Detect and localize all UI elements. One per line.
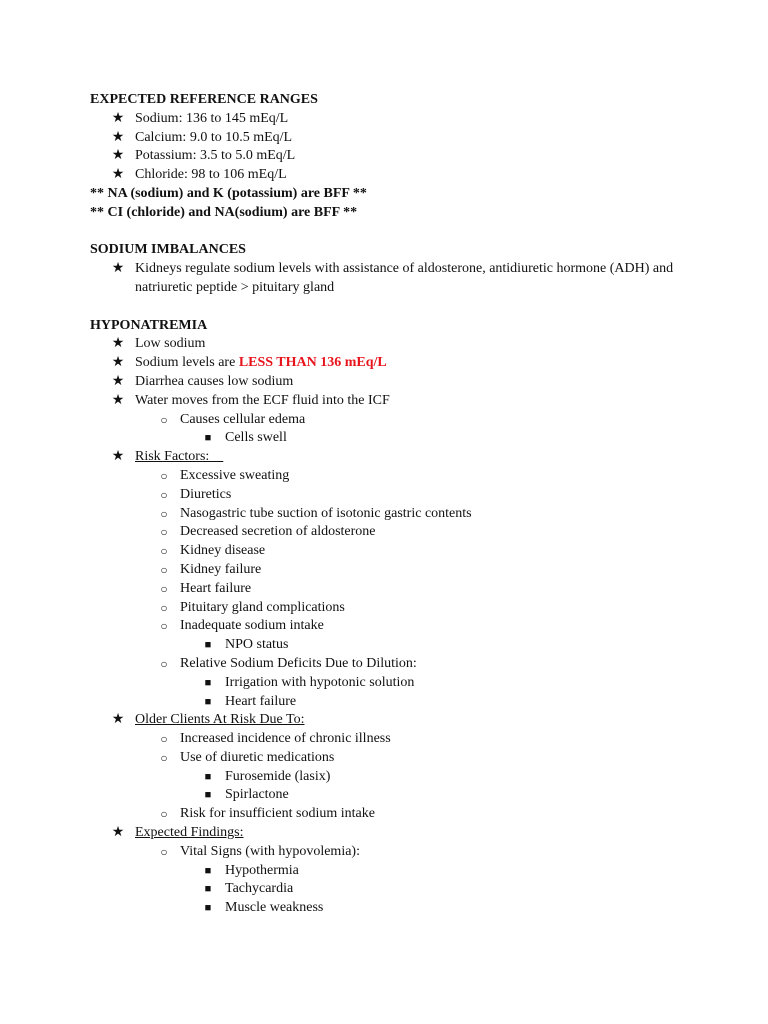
list-item [90, 335, 730, 354]
list-item-text: Calcium: 9.0 to 10.5 mEq/L [135, 129, 293, 145]
list-item [90, 147, 730, 166]
square-bullet-icon: ■ [204, 864, 212, 877]
circle-bullet-icon: ○ [160, 468, 168, 483]
list-item [90, 711, 730, 730]
bff-note: ** CI (chloride) and NA(sodium) are BFF ** [90, 204, 358, 220]
list-item [90, 411, 730, 430]
circle-bullet-icon: ○ [160, 656, 168, 671]
list-item [90, 505, 730, 524]
list-item [90, 862, 730, 881]
list-item [90, 580, 730, 599]
list-item-text: Vital Signs (with hypovolemia): [180, 843, 360, 859]
list-item-text: Furosemide (lasix) [225, 768, 331, 784]
list-item [90, 392, 730, 411]
ref-ranges-heading: EXPECTED REFERENCE RANGES [90, 92, 318, 107]
list-item-text: Relative Sodium Deficits Due to Dilution: [180, 655, 417, 671]
list-item [90, 617, 730, 636]
circle-bullet-icon: ○ [160, 581, 168, 596]
list-item-text: Diarrhea causes low sodium [135, 373, 294, 389]
star-bullet-icon: ★ [111, 129, 125, 145]
square-bullet-icon: ■ [204, 432, 212, 445]
list-item [90, 110, 730, 129]
circle-bullet-icon: ○ [160, 732, 168, 747]
bff-note: ** NA (sodium) and K (potassium) are BFF ** [90, 185, 367, 201]
list-item-text: Kidneys regulate sodium levels with assistance of aldosterone, antidiuretic hormone (ADH) and natriuretic peptide > pituitary gland [135, 261, 674, 295]
list-item-text: Muscle weakness [225, 900, 324, 916]
circle-bullet-icon: ○ [160, 600, 168, 615]
list-item [90, 636, 730, 655]
list-item-text: Inadequate sodium intake [180, 618, 324, 634]
older-clients-label: Older Clients At Risk Due To: [135, 712, 305, 728]
list-item [90, 129, 730, 148]
list-item-text: Decreased secretion of aldosterone [180, 524, 376, 540]
square-bullet-icon: ■ [204, 695, 212, 708]
circle-bullet-icon: ○ [160, 487, 168, 502]
list-item-text: Water moves from the ECF fluid into the ICF [135, 392, 390, 408]
list-item-text: Sodium levels are [135, 355, 239, 371]
square-bullet-icon: ■ [204, 639, 212, 652]
list-item-text: Heart failure [225, 693, 297, 709]
list-item-text: Potassium: 3.5 to 5.0 mEq/L [135, 148, 296, 164]
list-item-text: Tachycardia [225, 881, 294, 897]
circle-bullet-icon: ○ [160, 562, 168, 577]
circle-bullet-icon: ○ [160, 619, 168, 634]
list-item [90, 674, 730, 693]
list-item-text: Nasogastric tube suction of isotonic gastric contents [180, 505, 472, 521]
list-item-text: Irrigation with hypotonic solution [225, 674, 415, 690]
list-item [90, 486, 730, 505]
list-item [90, 542, 730, 561]
star-bullet-icon: ★ [111, 261, 125, 277]
list-item-text: Causes cellular edema [180, 411, 306, 427]
list-item [90, 429, 730, 448]
star-bullet-icon: ★ [111, 449, 125, 465]
square-bullet-icon: ■ [204, 676, 212, 689]
list-item [90, 786, 730, 805]
list-item-text: Low sodium [135, 336, 206, 352]
document-page [90, 91, 730, 918]
list-item [90, 880, 730, 899]
list-item [90, 749, 730, 768]
star-bullet-icon: ★ [111, 336, 125, 352]
circle-bullet-icon: ○ [160, 412, 168, 427]
list-item [90, 899, 730, 918]
circle-bullet-icon: ○ [160, 844, 168, 859]
list-item [90, 166, 730, 185]
list-item-text: Increased incidence of chronic illness [180, 731, 391, 747]
sodium-imbalances-heading: SODIUM IMBALANCES [90, 242, 246, 258]
square-bullet-icon: ■ [204, 789, 212, 802]
list-item [90, 523, 730, 542]
list-item [90, 373, 730, 392]
list-item-text: Use of diuretic medications [180, 749, 335, 765]
list-item [90, 805, 730, 824]
square-bullet-icon: ■ [204, 883, 212, 896]
list-item-text: Excessive sweating [180, 467, 290, 483]
list-item [90, 467, 730, 486]
star-bullet-icon: ★ [111, 392, 125, 408]
list-item-text: Risk for insufficient sodium intake [180, 806, 375, 822]
circle-bullet-icon: ○ [160, 807, 168, 822]
list-item [90, 768, 730, 787]
square-bullet-icon: ■ [204, 770, 212, 783]
circle-bullet-icon: ○ [160, 525, 168, 540]
list-item-text: Pituitary gland complications [180, 599, 345, 615]
list-item [90, 561, 730, 580]
circle-bullet-icon: ○ [160, 506, 168, 521]
list-item [90, 655, 730, 674]
hyponatremia-heading: HYPONATREMIA [90, 317, 208, 333]
star-bullet-icon: ★ [111, 167, 125, 183]
list-item-text: NPO status [225, 637, 289, 653]
list-item-text: Kidney disease [180, 543, 266, 559]
star-bullet-icon: ★ [111, 712, 125, 728]
sodium-threshold-highlight: LESS THAN 136 mEq/L [238, 355, 387, 371]
list-item-text: Hypothermia [225, 862, 299, 878]
star-bullet-icon: ★ [111, 148, 125, 164]
list-item-text: Sodium: 136 to 145 mEq/L [135, 110, 289, 126]
star-bullet-icon: ★ [111, 373, 125, 389]
list-item-text: Diuretics [180, 486, 232, 502]
list-item [90, 354, 730, 373]
list-item [90, 693, 730, 712]
square-bullet-icon: ■ [204, 902, 212, 915]
circle-bullet-icon: ○ [160, 750, 168, 765]
list-item [90, 730, 730, 749]
list-item-text: Spirlactone [225, 787, 289, 803]
list-item [90, 599, 730, 618]
list-item [90, 448, 730, 467]
list-item-text: Cells swell [225, 430, 287, 446]
star-bullet-icon: ★ [111, 825, 125, 841]
star-bullet-icon: ★ [111, 355, 125, 371]
circle-bullet-icon: ○ [160, 544, 168, 559]
star-bullet-icon: ★ [111, 110, 125, 126]
risk-factors-label: Risk Factors: [135, 449, 224, 465]
list-item-text: Kidney failure [180, 561, 262, 577]
list-item [90, 260, 730, 298]
list-item-text: Heart failure [180, 580, 252, 596]
list-item [90, 824, 730, 843]
expected-findings-label: Expected Findings: [135, 825, 244, 841]
list-item [90, 843, 730, 862]
list-item-text: Chloride: 98 to 106 mEq/L [135, 167, 287, 183]
